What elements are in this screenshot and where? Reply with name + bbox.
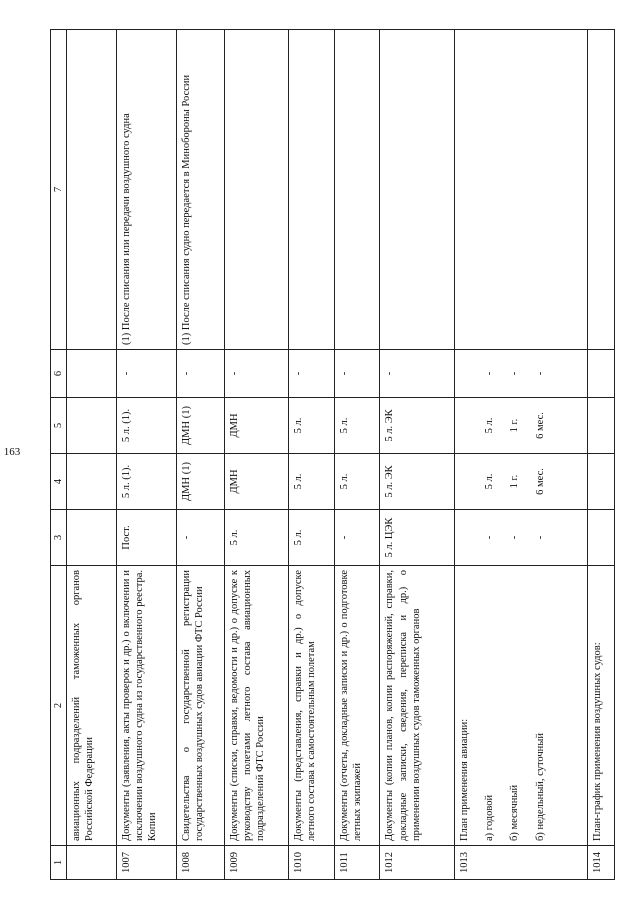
row-col5 [67, 398, 117, 454]
sub-item-col4: 6 мес. [534, 468, 546, 495]
row-description: План-график применения воздушных судов: [587, 566, 614, 846]
column-header: 4 [51, 454, 67, 510]
row-col6 [455, 350, 588, 398]
row-col5 [587, 398, 614, 454]
row-col3 [67, 510, 117, 566]
row-note [380, 30, 455, 350]
column-header: 6 [51, 350, 67, 398]
sub-item-label: б) месячный [509, 784, 521, 841]
row-col6 [587, 350, 614, 398]
row-col3: 5 л. [224, 510, 288, 566]
row-description: Документы (заявления, акты проверок и др.) о включении и исключении воздушного судна из государственного реестра. Копии [116, 566, 176, 846]
row-col4: 5 л. (1). [116, 454, 176, 510]
row-col6 [67, 350, 117, 398]
sub-item-label: б) недельный, суточный [534, 733, 546, 841]
row-number: 1012 [380, 846, 455, 880]
sub-item-col3: - [509, 535, 521, 540]
row-description: Документы (копии планов, копии распоряжений, справки, докладные записки, сведения, переписка и др.) о применении воздушных судов таможенных органов [380, 566, 455, 846]
row-col5 [455, 398, 588, 454]
row-col4: 5 л. ЭК [380, 454, 455, 510]
row-col3 [455, 510, 588, 566]
row-col5: ДМН [224, 398, 288, 454]
row-col4 [455, 454, 588, 510]
row-col3: - [177, 510, 225, 566]
row-description: Свидетельства о государственной регистрации государственных воздушных судов авиации ФТС России [177, 566, 225, 846]
row-number: 1009 [224, 846, 288, 880]
row-col5: ДМН (1) [177, 398, 225, 454]
row-col6: - [224, 350, 288, 398]
column-header: 7 [51, 30, 67, 350]
table-row [116, 30, 176, 880]
row-description: Документы (представления, справки и др.) о допуске летного состава к самостоятельным полетам [289, 566, 335, 846]
row-note [289, 30, 335, 350]
row-col3: 5 л. ЦЭК [380, 510, 455, 566]
row-number: 1011 [334, 846, 380, 880]
table-row [455, 30, 588, 880]
header-row [51, 30, 67, 880]
page-number: 163 [3, 446, 21, 458]
sub-item-label: а) годовой [484, 794, 496, 841]
row-description-title: План применения авиации: [459, 718, 471, 841]
row-col3 [587, 510, 614, 566]
column-header: 3 [51, 510, 67, 566]
column-header: 2 [51, 566, 67, 846]
row-description: Документы (списки, справки, ведомости и др.) о допуске к руководству полетами летного состава авиационных подразделений ФТС России [224, 566, 288, 846]
row-col4: 5 л. [334, 454, 380, 510]
row-number: 1007 [116, 846, 176, 880]
row-note [224, 30, 288, 350]
sub-item-col3: - [484, 535, 496, 540]
row-col6: - [177, 350, 225, 398]
sub-item-col4: 5 л. [484, 473, 496, 490]
sub-item-col6: - [509, 371, 521, 376]
row-col3: Пост. [116, 510, 176, 566]
row-number: 1014 [587, 846, 614, 880]
table-row [380, 30, 455, 880]
row-note [455, 30, 588, 350]
row-col4 [587, 454, 614, 510]
table-row [587, 30, 614, 880]
row-col6: - [116, 350, 176, 398]
records-retention-table [50, 29, 615, 880]
row-col6: - [334, 350, 380, 398]
sub-item-col5: 1 г. [509, 418, 521, 433]
row-col6: - [289, 350, 335, 398]
row-col5: 5 л. [289, 398, 335, 454]
row-note [587, 30, 614, 350]
row-description: авиационных подразделений таможенных органов Российской Федерации [67, 566, 117, 846]
table-row [289, 30, 335, 880]
row-number [67, 846, 117, 880]
row-note [334, 30, 380, 350]
row-col3: 5 л. [289, 510, 335, 566]
row-col4: ДМН [224, 454, 288, 510]
row-col4: 5 л. [289, 454, 335, 510]
sub-item-col6: - [534, 371, 546, 376]
row-note [67, 30, 117, 350]
column-header: 1 [51, 846, 67, 880]
table-row [177, 30, 225, 880]
row-col5: 5 л. (1). [116, 398, 176, 454]
table-row [224, 30, 288, 880]
table-row [67, 30, 117, 880]
row-description: Документы (отчеты, докладные записки и др.) о подготовке летных экипажей [334, 566, 380, 846]
row-note: (1) После списания или передачи воздушного судна [116, 30, 176, 350]
column-header: 5 [51, 398, 67, 454]
sub-item-col5: 6 мес. [534, 412, 546, 439]
row-number: 1008 [177, 846, 225, 880]
table-row [334, 30, 380, 880]
sub-item-col6: - [484, 371, 496, 376]
row-col6: - [380, 350, 455, 398]
sub-item-col5: 5 л. [484, 417, 496, 434]
row-col5: 5 л. ЭК [380, 398, 455, 454]
row-number: 1013 [455, 846, 588, 880]
sub-item-col3: - [534, 535, 546, 540]
row-col5: 5 л. [334, 398, 380, 454]
row-description [455, 566, 588, 846]
row-number: 1010 [289, 846, 335, 880]
row-col3: - [334, 510, 380, 566]
row-col4: ДМН (1) [177, 454, 225, 510]
sub-item-col4: 1 г. [509, 474, 521, 489]
row-note: (1) После списания судно передается в Минобороны России [177, 30, 225, 350]
row-col4 [67, 454, 117, 510]
rotated-page [50, 30, 615, 880]
